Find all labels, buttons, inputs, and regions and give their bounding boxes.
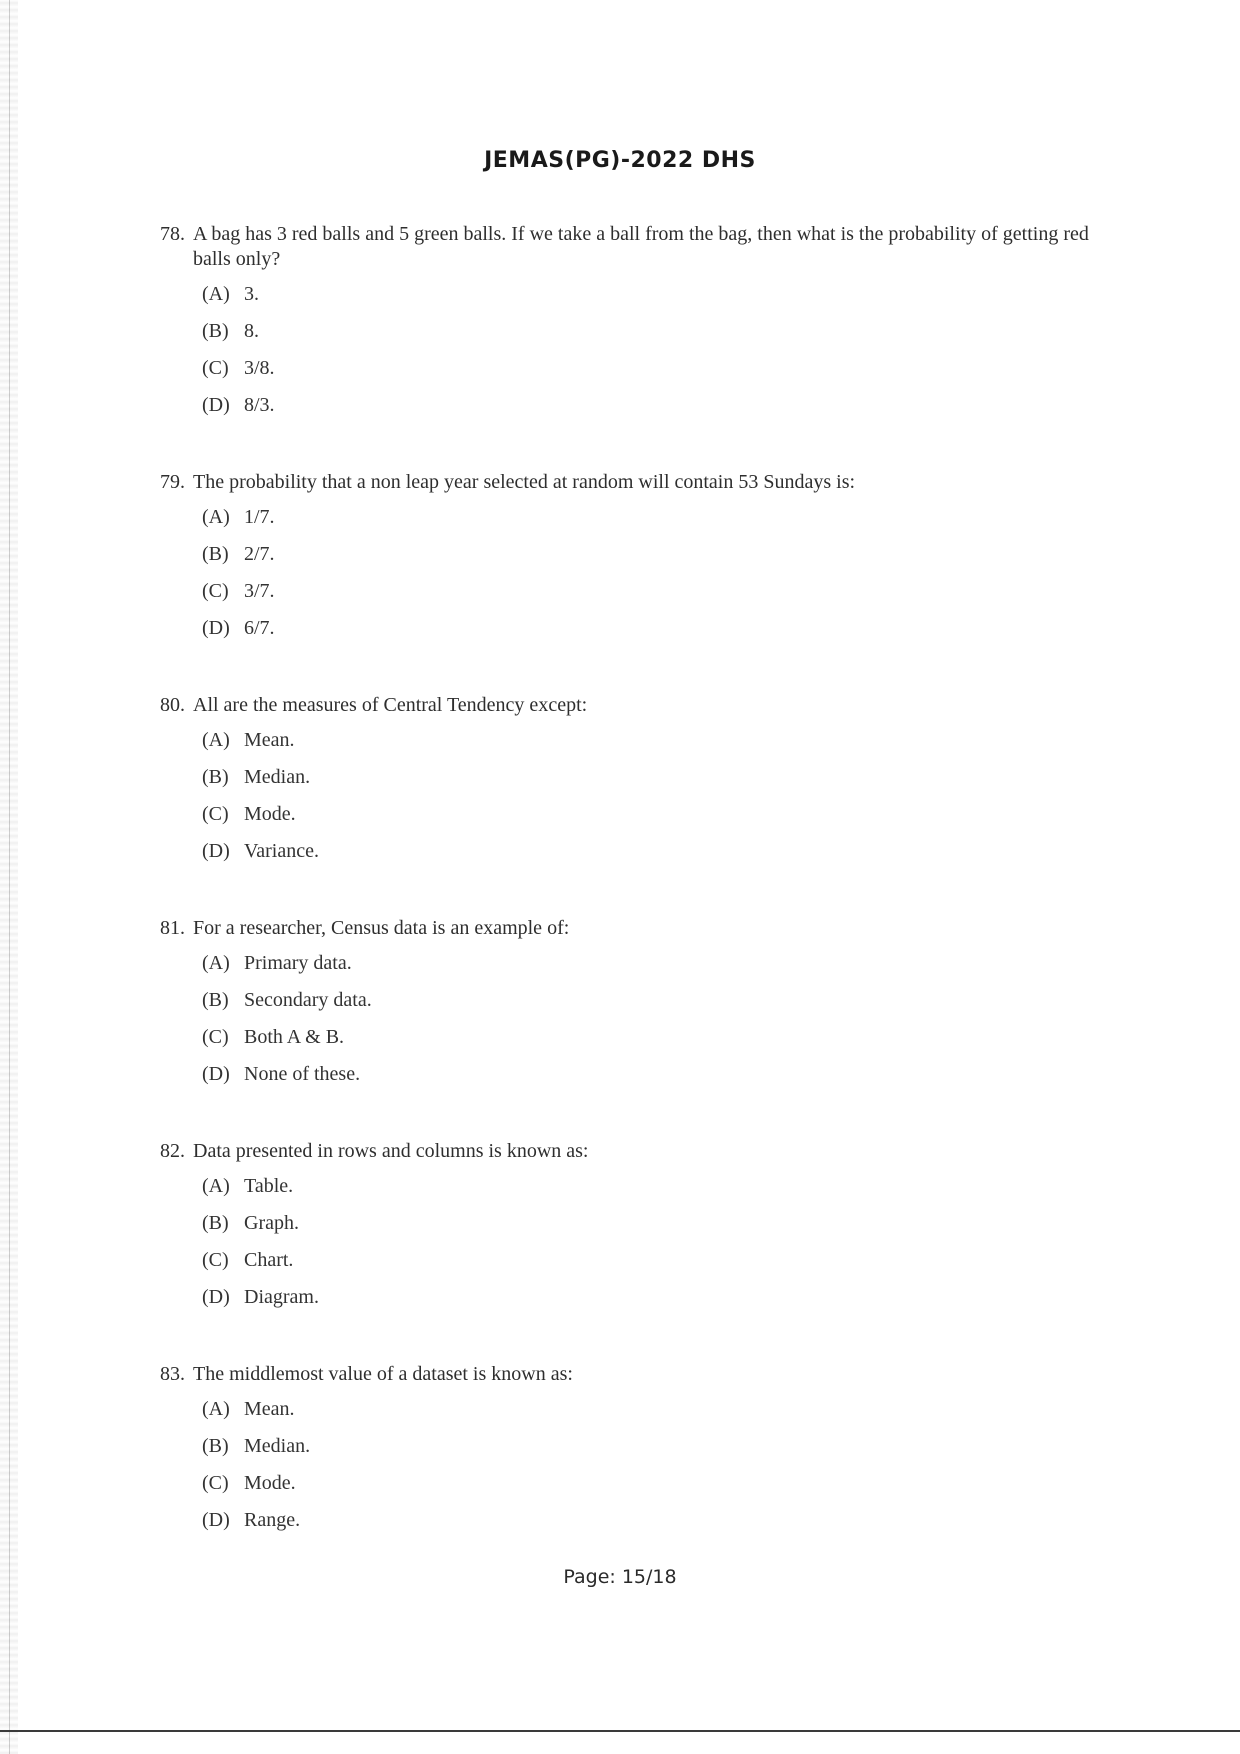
option-text: 3. <box>244 283 259 305</box>
option-list <box>202 728 1120 876</box>
option-a <box>202 1397 1120 1434</box>
option-b <box>202 765 1120 802</box>
question-number: 80. <box>160 694 185 716</box>
option-list <box>202 282 1120 430</box>
option-letter: (D) <box>202 394 230 416</box>
option-text: None of these. <box>244 1063 361 1085</box>
question-stem <box>160 1362 1120 1387</box>
option-text: Median. <box>244 766 311 788</box>
scan-bottom-edge <box>0 1730 1240 1732</box>
scan-edge-line <box>9 0 10 1754</box>
question-78 <box>160 222 1120 430</box>
option-list <box>202 1397 1120 1545</box>
question-list <box>160 222 1120 1585</box>
option-b <box>202 542 1120 579</box>
option-text: 8/3. <box>244 394 275 416</box>
option-letter: (A) <box>202 283 230 305</box>
option-letter: (D) <box>202 1063 230 1085</box>
option-list <box>202 951 1120 1099</box>
option-letter: (D) <box>202 617 230 639</box>
question-text: The probability that a non leap year selected at random will contain 53 Sundays is: <box>193 471 856 493</box>
option-letter: (A) <box>202 506 230 528</box>
page-header-title: JEMAS(PG)-2022 DHS <box>484 148 756 173</box>
option-text: Primary data. <box>244 952 352 974</box>
option-letter: (B) <box>202 543 229 565</box>
option-d <box>202 1062 1120 1099</box>
question-stem <box>160 916 1120 941</box>
option-letter: (A) <box>202 1398 230 1420</box>
option-letter: (D) <box>202 1509 230 1531</box>
question-stem <box>160 693 1120 718</box>
option-c <box>202 1025 1120 1062</box>
page-number-footer: Page: 15/18 <box>563 1566 677 1588</box>
option-c <box>202 579 1120 616</box>
option-letter: (C) <box>202 1249 229 1271</box>
question-number: 78. <box>160 223 185 245</box>
option-letter: (C) <box>202 1472 229 1494</box>
option-d <box>202 839 1120 876</box>
option-text: Diagram. <box>244 1286 319 1308</box>
question-number: 82. <box>160 1140 185 1162</box>
option-b <box>202 1211 1120 1248</box>
question-82 <box>160 1139 1120 1322</box>
option-text: 3/7. <box>244 580 275 602</box>
option-letter: (D) <box>202 1286 230 1308</box>
option-letter: (D) <box>202 840 230 862</box>
option-letter: (B) <box>202 1212 229 1234</box>
option-text: 1/7. <box>244 506 275 528</box>
option-b <box>202 988 1120 1025</box>
option-c <box>202 1248 1120 1285</box>
question-stem <box>160 222 1120 272</box>
option-a <box>202 951 1120 988</box>
question-number: 79. <box>160 471 185 493</box>
option-letter: (C) <box>202 1026 229 1048</box>
question-text: All are the measures of Central Tendency except: <box>193 694 588 716</box>
option-d <box>202 1508 1120 1545</box>
option-letter: (A) <box>202 729 230 751</box>
question-number: 81. <box>160 917 185 939</box>
option-c <box>202 356 1120 393</box>
option-letter: (A) <box>202 1175 230 1197</box>
option-letter: (B) <box>202 766 229 788</box>
option-text: Mean. <box>244 1398 295 1420</box>
option-text: Both A & B. <box>244 1026 345 1048</box>
option-text: Range. <box>244 1509 301 1531</box>
option-text: 3/8. <box>244 357 275 379</box>
option-b <box>202 1434 1120 1471</box>
option-d <box>202 393 1120 430</box>
option-c <box>202 802 1120 839</box>
question-83 <box>160 1362 1120 1545</box>
option-text: Median. <box>244 1435 311 1457</box>
option-text: 8. <box>244 320 259 342</box>
option-list <box>202 505 1120 653</box>
option-c <box>202 1471 1120 1508</box>
option-a <box>202 728 1120 765</box>
option-list <box>202 1174 1120 1322</box>
option-text: Graph. <box>244 1212 299 1234</box>
option-d <box>202 1285 1120 1322</box>
question-81 <box>160 916 1120 1099</box>
option-letter: (C) <box>202 803 229 825</box>
option-text: Chart. <box>244 1249 294 1271</box>
option-text: 2/7. <box>244 543 275 565</box>
option-text: Secondary data. <box>244 989 372 1011</box>
question-79 <box>160 470 1120 653</box>
question-text: For a researcher, Census data is an example of: <box>193 917 570 939</box>
question-80 <box>160 693 1120 876</box>
option-text: 6/7. <box>244 617 275 639</box>
option-a <box>202 282 1120 319</box>
option-b <box>202 319 1120 356</box>
option-text: Variance. <box>244 840 319 862</box>
option-letter: (B) <box>202 1435 229 1457</box>
option-letter: (C) <box>202 357 229 379</box>
question-text: Data presented in rows and columns is known as: <box>193 1140 589 1162</box>
option-text: Mode. <box>244 803 296 825</box>
option-text: Mean. <box>244 729 295 751</box>
option-letter: (C) <box>202 580 229 602</box>
question-text: The middlemost value of a dataset is known as: <box>193 1363 573 1385</box>
option-letter: (A) <box>202 952 230 974</box>
option-text: Mode. <box>244 1472 296 1494</box>
question-stem <box>160 1139 1120 1164</box>
option-letter: (B) <box>202 320 229 342</box>
option-text: Table. <box>244 1175 294 1197</box>
option-a <box>202 505 1120 542</box>
question-stem <box>160 470 1120 495</box>
option-a <box>202 1174 1120 1211</box>
option-d <box>202 616 1120 653</box>
question-text: A bag has 3 red balls and 5 green balls. If we take a ball from the bag, then what is the probability of getting red balls only? <box>193 223 1089 270</box>
question-number: 83. <box>160 1363 185 1385</box>
option-letter: (B) <box>202 989 229 1011</box>
